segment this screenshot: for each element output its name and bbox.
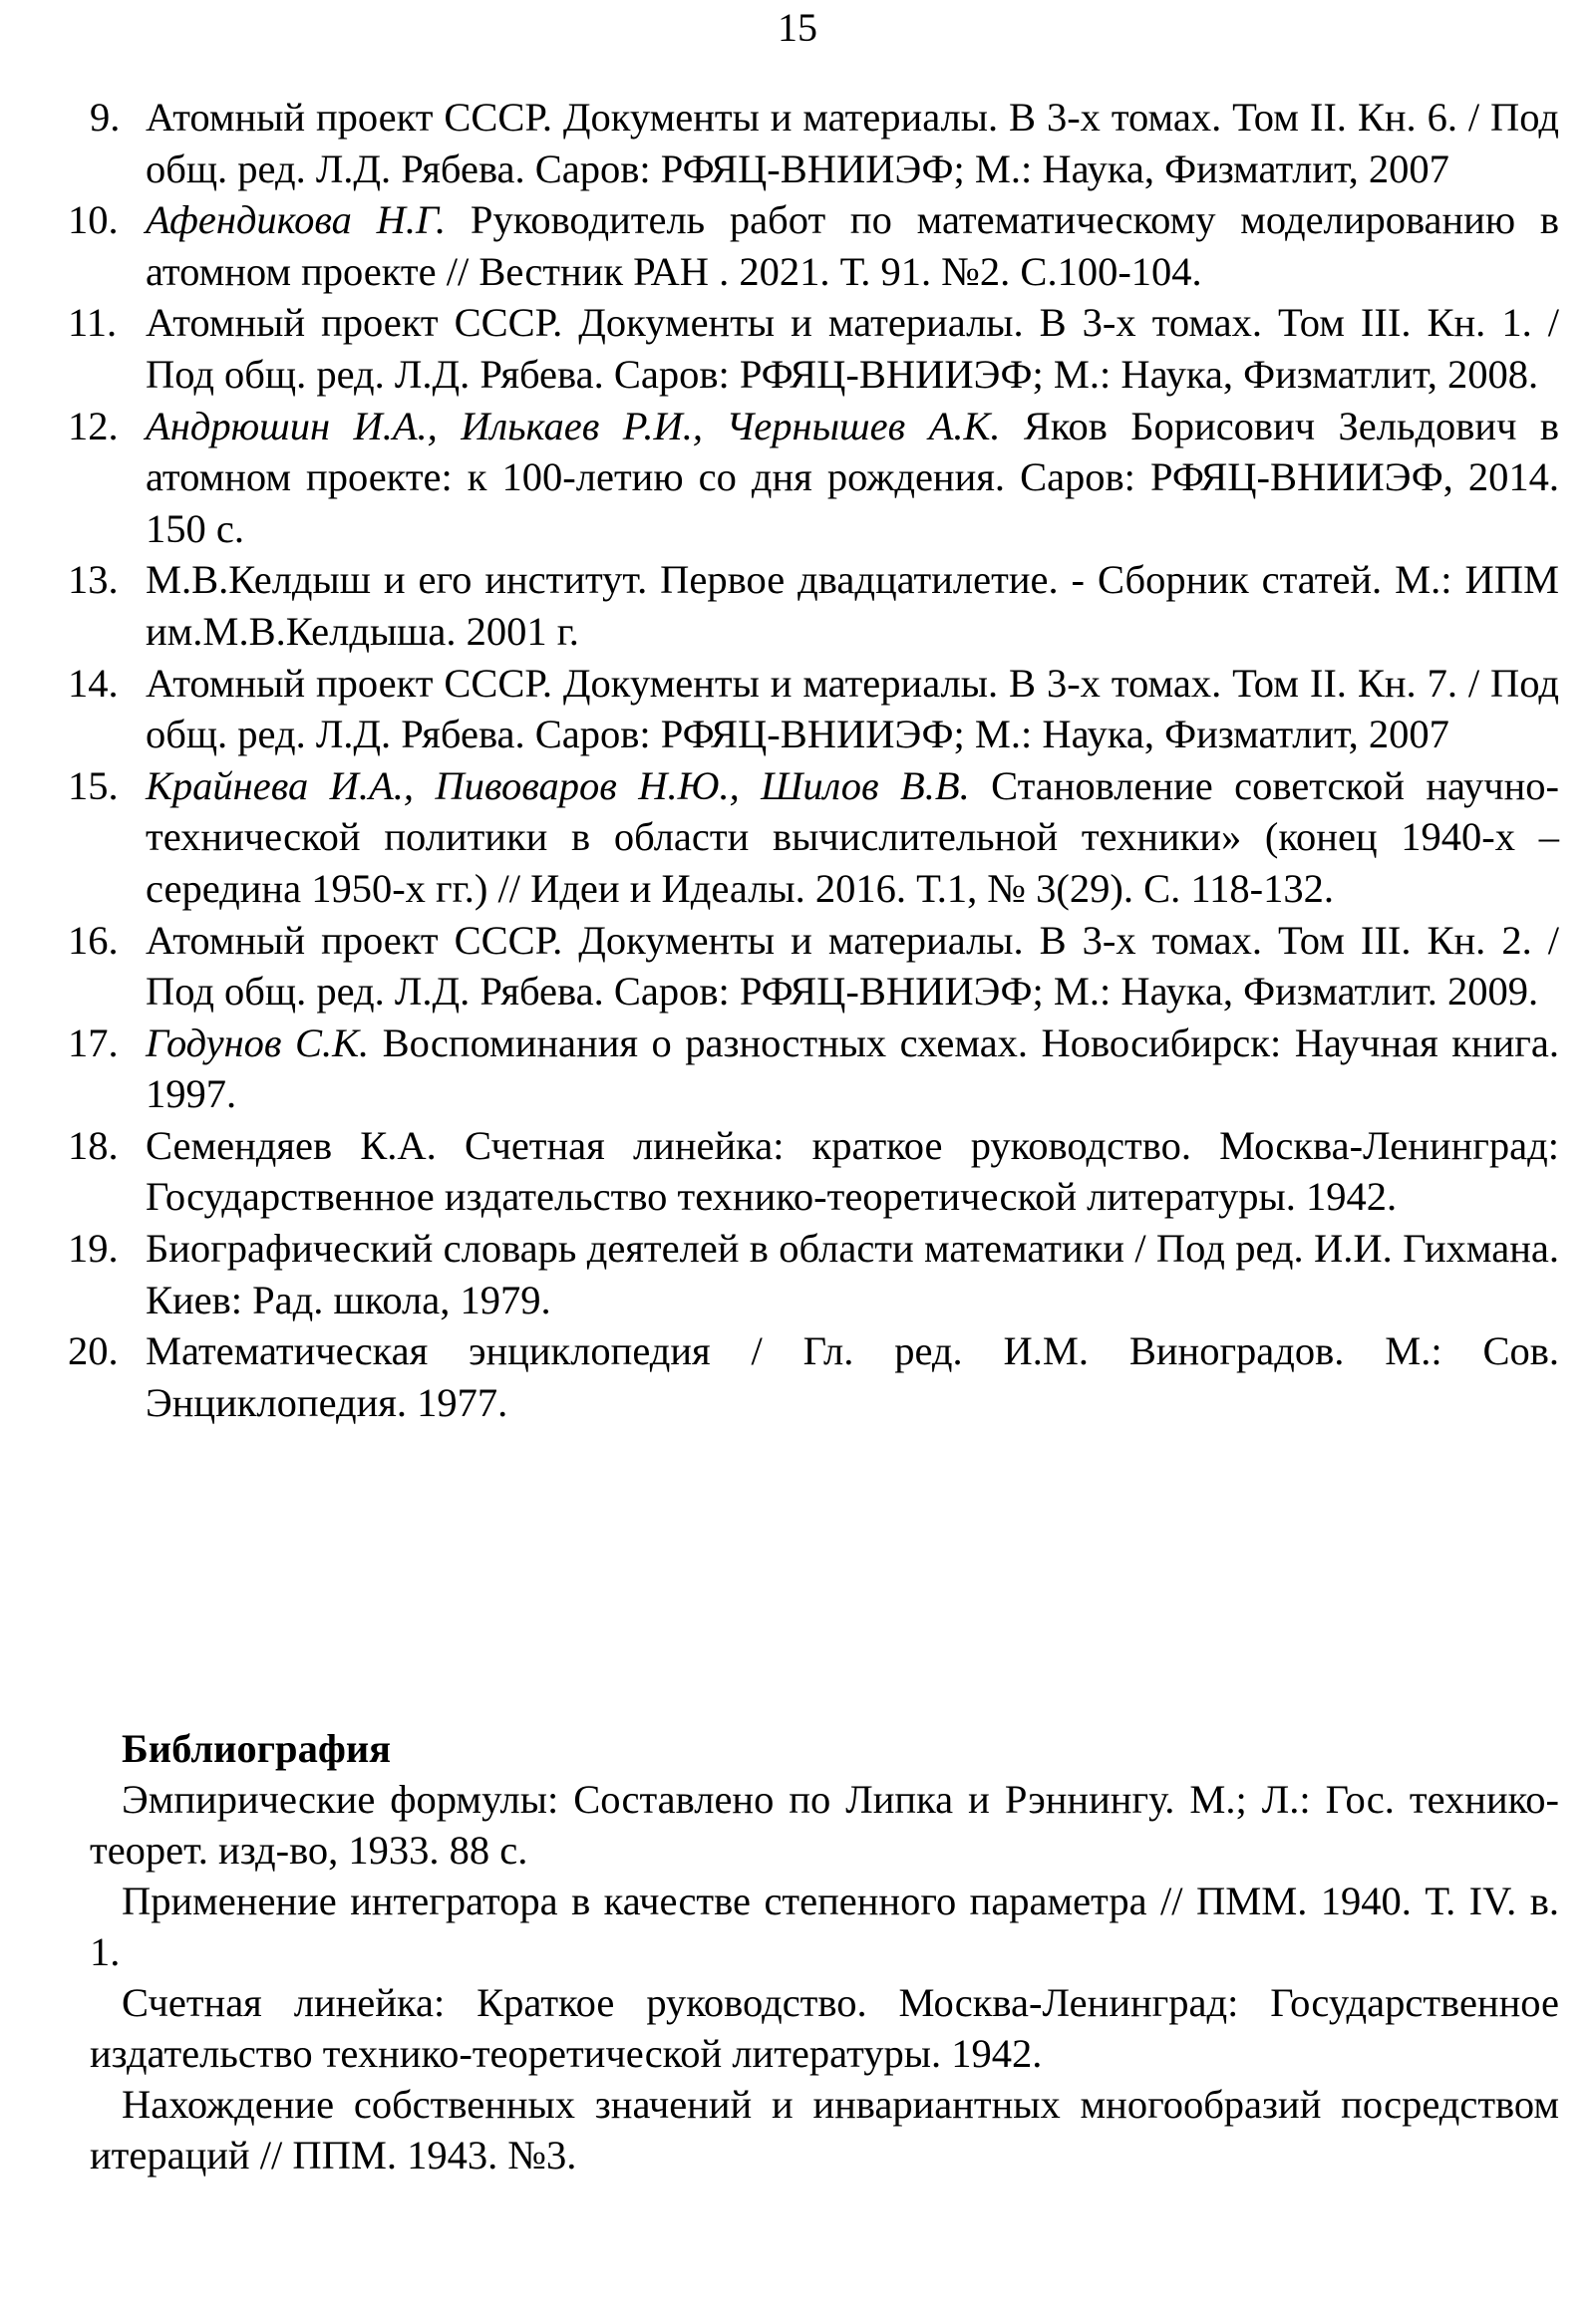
reference-text: Биографический словарь деятелей в области математики / Под ред. И.И. Гихмана. Киев: Рад. школа, 1979. <box>146 1226 1559 1322</box>
reference-number: 15. <box>68 762 119 808</box>
reference-text: Атомный проект СССР. Документы и материалы. В 3-х томах. Том II. Кн. 7. / Под общ. ред. Л.Д. Рябева. Саров: РФЯЦ-ВНИИЭФ; М.: Наука, Физматлит, 2007 <box>146 660 1559 757</box>
reference-authors: Крайнева И.А., Пивоваров Н.Ю., Шилов В.В. <box>146 762 970 808</box>
reference-item <box>68 554 1559 657</box>
reference-number: 11. <box>68 300 118 346</box>
reference-text: Яков Борисович Зельдович в атомном проекте: к 100-летию со дня рождения. Саров: РФЯЦ-ВНИИЭФ, 2014. 150 с. <box>146 403 1559 551</box>
reference-number: 10. <box>68 197 119 243</box>
bibliography-entry: Применение интегратора в качестве степенного параметра // ПММ. 1940. Т. IV. в. 1. <box>90 1879 1559 1974</box>
reference-text: Руководитель работ по математическому моделированию в атомном проекте // Вестник РАН . 2021. Т. 91. №2. С.100-104. <box>146 197 1559 294</box>
reference-number: 18. <box>68 1122 119 1168</box>
bibliography-entry: Эмпирические формулы: Составлено по Липка и Рэннингу. М.; Л.: Гос. технико-теорет. изд-во, 1933. 88 с. <box>90 1777 1559 1873</box>
reference-authors: Афендикова Н.Г. <box>146 197 447 243</box>
reference-item <box>90 92 1559 194</box>
bibliography-heading: Библиография <box>122 1726 392 1771</box>
reference-item <box>68 1120 1559 1223</box>
reference-authors: Андрюшин И.А., Илькаев Р.И., Чернышев А.К. <box>146 403 1001 448</box>
reference-list <box>68 92 1560 1428</box>
reference-item <box>68 1017 1559 1120</box>
reference-text: Воспоминания о разностных схемах. Новосибирск: Научная книга. 1997. <box>146 1019 1559 1117</box>
reference-number: 16. <box>68 917 119 963</box>
reference-text: Математическая энциклопедия / Гл. ред. И.М. Виноградов. М.: Сов. Энциклопедия. 1977. <box>146 1328 1559 1425</box>
reference-number: 12. <box>68 403 119 448</box>
bibliography-section <box>90 1724 1559 2180</box>
reference-authors: Годунов С.К. <box>146 1019 370 1065</box>
reference-number: 9. <box>90 95 121 140</box>
reference-text: Семендяев К.А. Счетная линейка: краткое руководство. Москва-Ленинград: Государственное издательство технико-теоретической литературы. 1942. <box>146 1122 1559 1220</box>
reference-number: 19. <box>68 1226 119 1272</box>
bibliography-entry: Нахождение собственных значений и инвариантных многообразий посредством итераций // ППМ. 1943. №3. <box>90 2082 1559 2178</box>
reference-number: 14. <box>68 660 119 706</box>
reference-text: Атомный проект СССР. Документы и материалы. В 3-х томах. Том II. Кн. 6. / Под общ. ред. Л.Д. Рябева. Саров: РФЯЦ-ВНИИЭФ; М.: Наука, Физматлит, 2007 <box>146 95 1559 191</box>
reference-item <box>68 1223 1559 1325</box>
bibliography-entry: Счетная линейка: Краткое руководство. Москва-Ленинград: Государственное издательство технико-теоретической литературы. 1942. <box>90 1980 1559 2076</box>
reference-item <box>68 297 1559 400</box>
reference-item <box>68 915 1559 1017</box>
reference-number: 17. <box>68 1019 119 1065</box>
reference-item <box>68 401 1559 555</box>
reference-item <box>68 658 1559 760</box>
reference-item <box>68 194 1559 297</box>
reference-item <box>68 760 1560 915</box>
reference-number: 13. <box>68 557 119 603</box>
reference-text: Атомный проект СССР. Документы и материалы. В 3-х томах. Том III. Кн. 1. / Под общ. ред. Л.Д. Рябева. Саров: РФЯЦ-ВНИИЭФ; М.: Наука, Физматлит, 2008. <box>146 300 1559 397</box>
reference-item <box>68 1325 1559 1428</box>
page-number: 15 <box>778 5 817 50</box>
reference-text: М.В.Келдыш и его институт. Первое двадцатилетие. - Сборник статей. М.: ИПМ им.М.В.Келдыша. 2001 г. <box>146 557 1559 654</box>
reference-text: Становление советской научно-технической политики в области вычислительной техники» (конец 1940-х – середина 1950-х гг.) // Идеи и Идеалы. 2016. Т.1, № 3(29). С. 118-132. <box>146 762 1560 911</box>
reference-number: 20. <box>68 1328 119 1374</box>
reference-text: Атомный проект СССР. Документы и материалы. В 3-х томах. Том III. Кн. 2. / Под общ. ред. Л.Д. Рябева. Саров: РФЯЦ-ВНИИЭФ; М.: Наука, Физматлит. 2009. <box>146 917 1559 1015</box>
